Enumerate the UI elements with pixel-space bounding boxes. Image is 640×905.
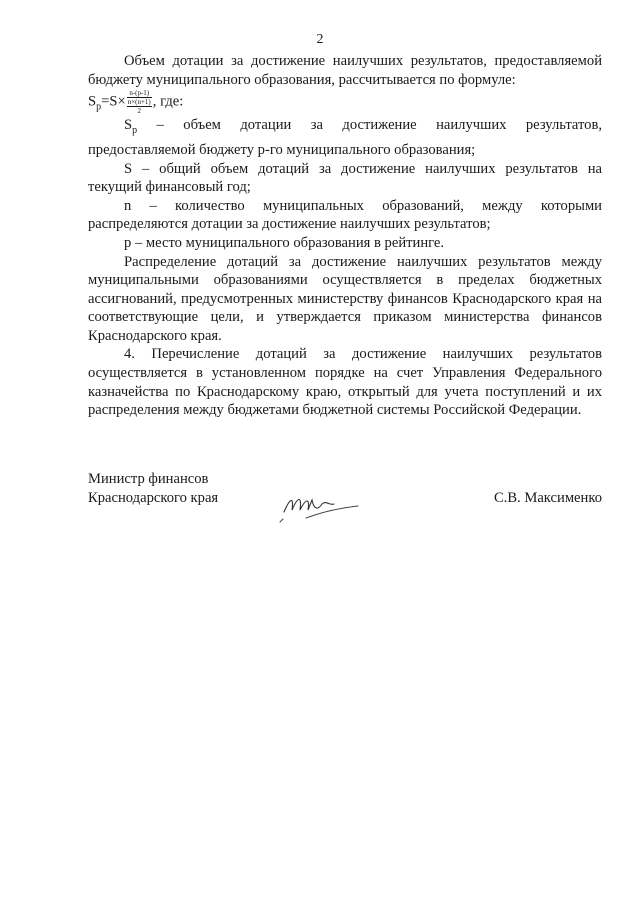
formula [88, 89, 602, 116]
formula-eq: =S× [101, 93, 126, 110]
formula-lhs: S [88, 93, 97, 110]
formula-denominator-2: 2 [137, 107, 141, 116]
definition-p: p – место муниципального образования в рейтинге. [124, 234, 445, 251]
signatory-name: С.В. Максименко [493, 490, 602, 506]
formula-fraction [127, 89, 152, 115]
sp-sub: p [132, 125, 138, 137]
signatory-title [88, 470, 218, 508]
definition-n: n – количество муниципальных образований, между которыми распределяются дотации за достижение наилучших результатов; [88, 197, 602, 233]
formula-suffix: , где: [152, 93, 184, 110]
handwritten-signature [278, 488, 378, 528]
document-body [88, 52, 602, 420]
definition-sp [88, 116, 602, 159]
formula-numerator: n-(p-1) [127, 89, 152, 98]
signature-block [88, 470, 602, 530]
item-4-paragraph: 4. Перечисление дотаций за достижение наилучших результатов осуществляется в установленном порядке на счет Управления Федерального казначейства по Краснодарскому краю, открытый для учета поступлений и их распределения между бюджетами бюджетной системы Российской Федерации. [88, 346, 602, 419]
formula-lhs-sub: p [96, 101, 102, 113]
distribution-paragraph: Распределение дотаций за достижение наилучших результатов между муниципальными образованиями осуществляется в пределах бюджетных ассигнований, предусмотренных министерству финансов Краснодарского края на соответствующие цели, и утверждается приказом министерства финансов Краснодарского края. [88, 253, 602, 344]
signatory-title-line2: Краснодарского края [88, 490, 219, 506]
formula-denominator: n×(n+1) [127, 98, 151, 107]
definition-s: S – общий объем дотаций за достижение наилучших результатов на текущий финансовый год; [88, 160, 602, 196]
intro-paragraph: Объем дотации за достижение наилучших результатов, предоставляемой бюджету муниципального образования, рассчитывается по формуле: [88, 53, 602, 88]
sp-symbol: S [124, 117, 133, 134]
signatory-title-line1: Министр финансов [88, 471, 209, 487]
sp-text: – объем дотации за достижение наилучших результатов, предоставляемой бюджету p-го муниципального образования; [88, 117, 602, 158]
page-number: 2 [316, 32, 324, 47]
